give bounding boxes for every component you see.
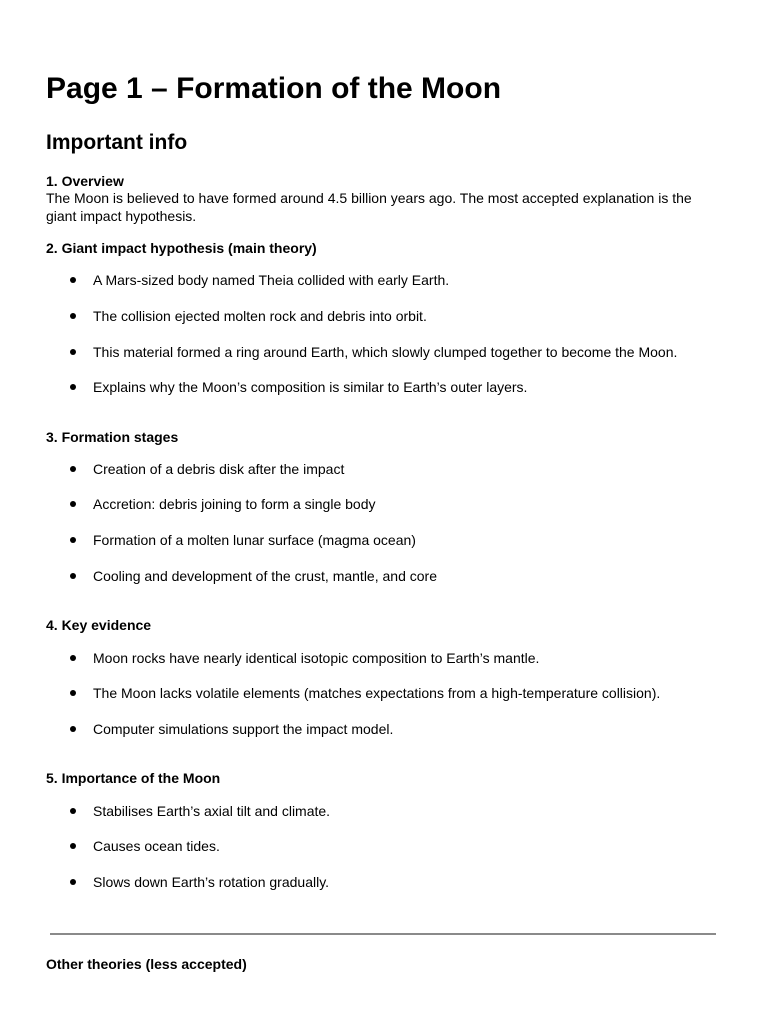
bullet-dot — [70, 808, 76, 814]
key-evidence-heading: 4. Key evidence — [46, 617, 152, 633]
list-item — [0, 531, 768, 549]
horizontal-divider — [50, 933, 716, 935]
list-item — [0, 495, 768, 513]
page-title: Page 1 – Formation of the Moon — [46, 72, 502, 105]
list-item-text: Moon rocks have nearly identical isotopic composition to Earth’s mantle. — [93, 650, 540, 666]
bullet-dot — [70, 690, 76, 696]
list-item-text: Computer simulations support the impact model. — [93, 721, 394, 737]
overview-paragraph: The Moon is believed to have formed around 4.5 billion years ago. The most accepted explanation is the giant impact hypothesis. — [46, 190, 692, 224]
list-item-text: The collision ejected molten rock and debris into orbit. — [93, 308, 427, 324]
list-item-text: This material formed a ring around Earth, which slowly clumped together to become the Moon. — [93, 344, 678, 360]
importance-heading: 5. Importance of the Moon — [46, 770, 221, 786]
bullet-dot — [70, 537, 76, 543]
list-item — [0, 684, 768, 702]
section-subtitle: Important info — [46, 131, 188, 154]
bullet-dot — [70, 726, 76, 732]
list-item — [0, 837, 768, 855]
list-item — [0, 649, 768, 667]
list-item-text: Cooling and development of the crust, mantle, and core — [93, 568, 437, 584]
bullet-dot — [70, 313, 76, 319]
list-item-text: Stabilises Earth’s axial tilt and climate. — [93, 803, 331, 819]
other-theories-heading: Other theories (less accepted) — [46, 956, 247, 972]
list-item — [0, 307, 768, 325]
overview-heading: 1. Overview — [46, 173, 124, 189]
list-item — [0, 873, 768, 891]
list-item-text: Slows down Earth’s rotation gradually. — [93, 874, 330, 890]
giant-impact-heading: 2. Giant impact hypothesis (main theory) — [46, 240, 317, 256]
bullet-dot — [70, 573, 76, 579]
list-item-text: Creation of a debris disk after the impact — [93, 461, 345, 477]
list-item-text: Explains why the Moon’s composition is similar to Earth’s outer layers. — [93, 379, 528, 395]
list-item — [0, 271, 768, 289]
list-item — [0, 802, 768, 820]
list-item-text: Accretion: debris joining to form a single body — [93, 496, 376, 512]
bullet-dot — [70, 349, 76, 355]
list-item — [0, 378, 768, 396]
list-item-text: A Mars-sized body named Theia collided with early Earth. — [93, 272, 450, 288]
list-item-text: The Moon lacks volatile elements (matches expectations from a high-temperature collision). — [93, 685, 661, 701]
bullet-dot — [70, 501, 76, 507]
bullet-dot — [70, 843, 76, 849]
formation-stages-heading: 3. Formation stages — [46, 429, 179, 445]
list-item — [0, 567, 768, 585]
list-item — [0, 460, 768, 478]
bullet-dot — [70, 655, 76, 661]
list-item-text: Causes ocean tides. — [93, 838, 220, 854]
list-item-text: Formation of a molten lunar surface (magma ocean) — [93, 532, 416, 548]
bullet-dot — [70, 879, 76, 885]
bullet-dot — [70, 466, 76, 472]
list-item — [0, 720, 768, 738]
bullet-dot — [70, 384, 76, 390]
list-item — [0, 343, 768, 361]
bullet-dot — [70, 277, 76, 283]
